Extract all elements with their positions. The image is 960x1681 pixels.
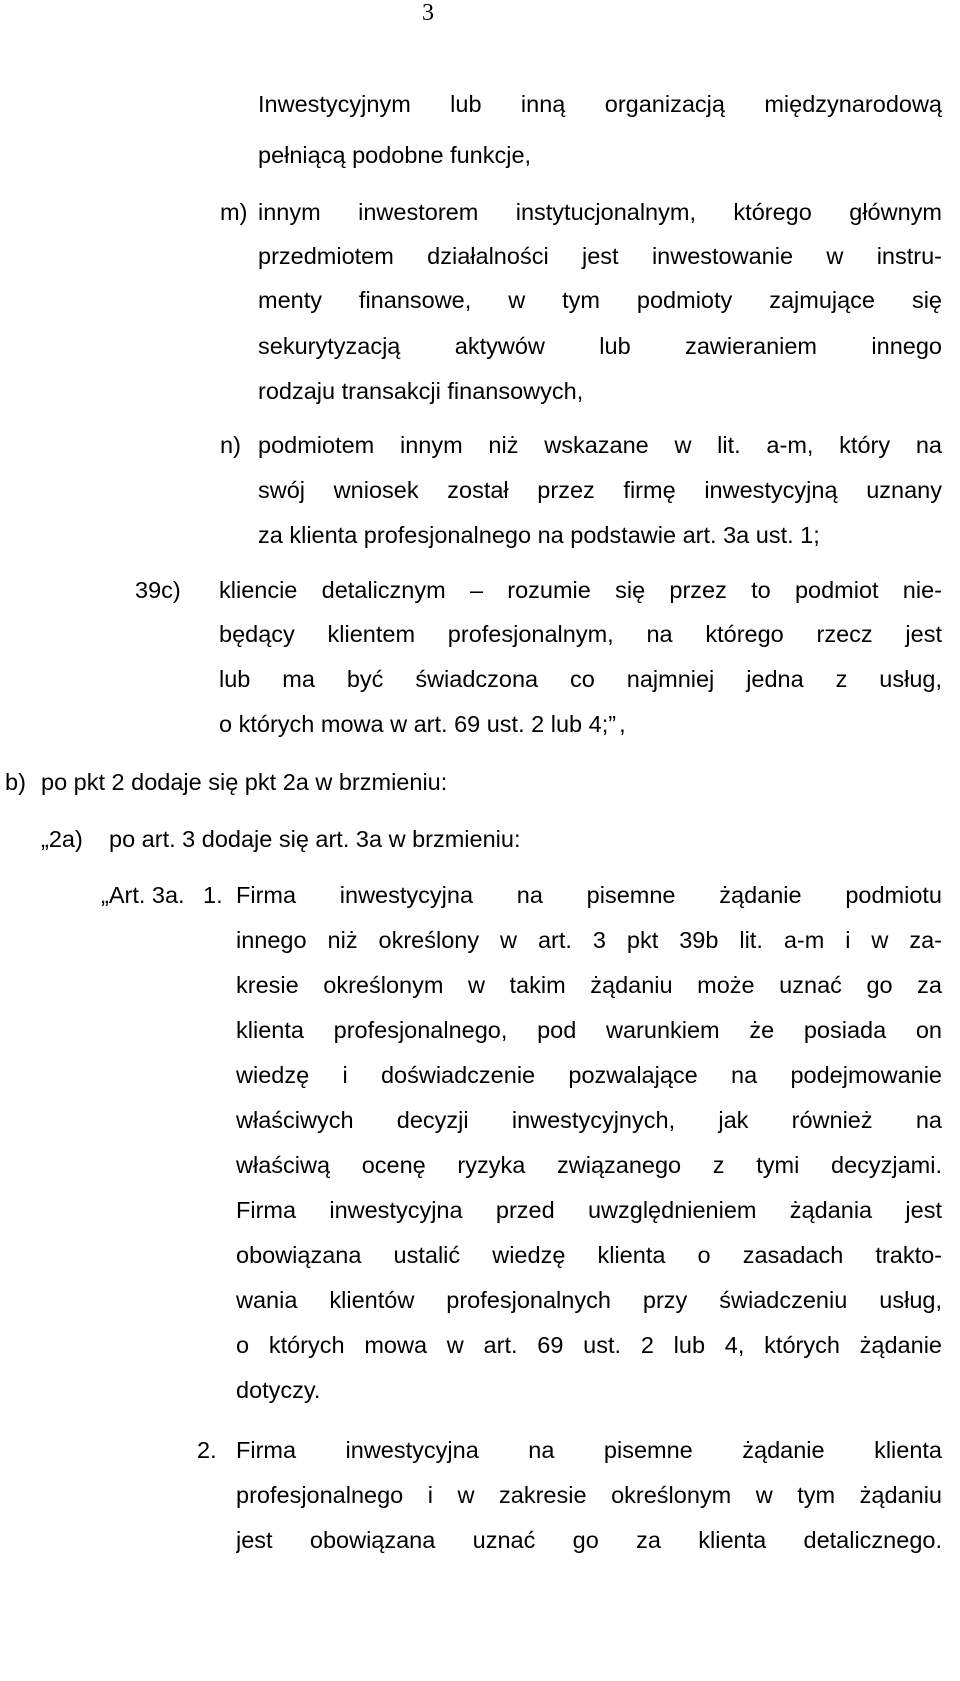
text-line: Firma inwestycyjna na pisemne żądanie podmiotu [236,882,942,908]
text-line: kresie określonym w takim żądaniu może uznać go za [236,972,942,998]
text-line: po pkt 2 dodaje się pkt 2a w brzmieniu: [41,769,448,795]
text-line: kliencie detalicznym – rozumie się przez to podmiot nie- [219,577,942,603]
text-line: jest obowiązana uznać go za klienta detalicznego. [236,1527,942,1553]
text-line: właściwą ocenę ryzyka związanego z tymi decyzjami. [236,1152,942,1178]
text-line: sekurytyzacją aktywów lub zawieraniem innego [258,333,942,359]
text-line: swój wniosek został przez firmę inwestycyjną uznany [258,477,942,503]
list-label: m) [220,199,248,225]
text-line: przedmiotem działalności jest inwestowanie w instru- [258,243,942,269]
text-line: profesjonalnego i w zakresie określonym w tym żądaniu [236,1482,942,1508]
text-line: wania klientów profesjonalnych przy świadczeniu usług, [236,1287,942,1313]
text-line: wiedzę i doświadczenie pozwalające na podejmowanie [236,1062,942,1088]
paragraph-number: 2. [197,1437,217,1463]
text-line: będący klientem profesjonalnym, na którego rzecz jest [219,621,942,647]
text-line: lub ma być świadczona co najmniej jedna z usług, [219,666,942,692]
text-line: Firma inwestycyjna przed uwzględnieniem żądania jest [236,1197,942,1223]
text-line: klienta profesjonalnego, pod warunkiem że posiada on [236,1017,942,1043]
text-line: Inwestycyjnym lub inną organizacją międzynarodową [258,91,942,117]
text-line [219,710,626,738]
text-line: za klienta profesjonalnego na podstawie art. 3a ust. 1; [258,522,820,548]
text-line: pełniącą podobne funkcje, [258,142,532,168]
list-label: „2a) [41,826,83,852]
page-number: 3 [422,0,434,26]
list-label: b) [5,769,26,795]
text-line: obowiązana ustalić wiedzę klienta o zasadach trakto- [236,1242,942,1268]
text-line: innym inwestorem instytucjonalnym, którego głównym [258,199,942,225]
text-line: o których mowa w art. 69 ust. 2 lub 4, których żądanie [236,1332,942,1358]
article-header: „Art. 3a. [101,882,185,908]
text-line: dotyczy. [236,1377,321,1403]
paragraph-number: 1. [203,882,223,908]
text-line: rodzaju transakcji finansowych, [258,378,584,404]
text-line: po art. 3 dodaje się art. 3a w brzmieniu: [109,826,521,852]
text-line: właściwych decyzji inwestycyjnych, jak również na [236,1107,942,1133]
text-line: innego niż określony w art. 3 pkt 39b lit. a-m i w za- [236,927,942,953]
closing-comma: , [619,711,626,737]
list-label: n) [220,432,241,458]
text-line: podmiotem innym niż wskazane w lit. a-m, który na [258,432,942,458]
text-line-content: o których mowa w art. 69 ust. 2 lub 4;” [219,711,617,737]
text-line: menty finansowe, w tym podmioty zajmujące się [258,287,942,313]
definition-label: 39c) [135,577,181,603]
text-line: Firma inwestycyjna na pisemne żądanie klienta [236,1437,942,1463]
